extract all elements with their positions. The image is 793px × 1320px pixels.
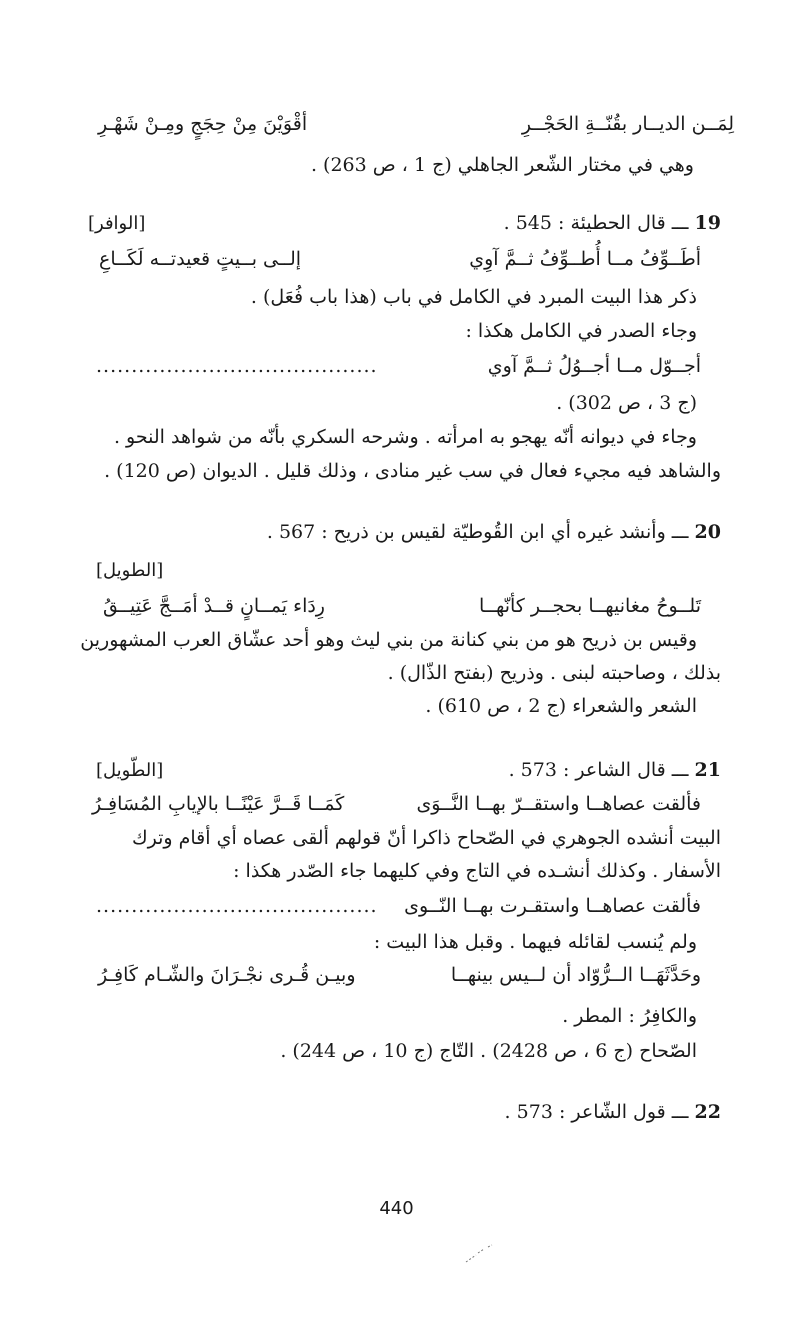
- verse-line: [99, 246, 701, 272]
- verse-hemistich-second: وبيـن قُـرى نجْـرَانَ والشّـام كَافِـرُ: [98, 964, 356, 986]
- entry-heading-text: ـــ وأنشد غيره أي ابن القُوطيّة لقيس بن ذريح : 567 .: [266, 521, 689, 543]
- verse-hemistich-first: وحَدَّثَهَــا الــرُّوّاد أن لــيس بينهــا: [450, 964, 701, 986]
- verse-hemistich-first: أجــوّل مــا أجــوُلُ ثــمَّ آوي: [487, 355, 701, 377]
- commentary-line: الأسفار . وكذلك أنشـده في التاج وفي كليهما جاء الصّدر هكذا :: [233, 860, 721, 882]
- entry-number: 22: [694, 1101, 721, 1123]
- commentary-line: (ج 3 ، ص 302) .: [556, 392, 697, 414]
- commentary-line: ذكر هذا البيت المبرد في الكامل في باب (هذا باب فُعَل) .: [250, 286, 697, 308]
- ellipsis-dots: ........................................: [96, 895, 378, 917]
- verse-hemistich-second: رِدَاء يَمــانٍ قــدْ أمَــجَّ عَتِيــقُ: [103, 595, 325, 617]
- entry-heading-text: ـــ قال الحطيئة : 545 .: [503, 212, 689, 234]
- commentary-line: البيت أنشده الجوهري في الصّحاح ذاكرا أنّ قولهم ألقى عصاه أي أقام وترك: [131, 827, 721, 849]
- entry-number: 21: [694, 759, 721, 781]
- commentary-line: والكافِرُ : المطر .: [562, 1005, 697, 1027]
- page-number: 440: [379, 1198, 414, 1219]
- verse-line: [98, 111, 734, 137]
- verse-variant-line: [96, 353, 701, 379]
- verse-line: [98, 962, 701, 988]
- commentary-line: وجاء الصدر في الكامل هكذا :: [465, 320, 697, 342]
- source-note: وهي في مختار الشّعر الجاهلي (ج 1 ، ص 263) .: [310, 154, 694, 176]
- entry-20-heading: [267, 519, 721, 545]
- entry-19-heading: [504, 210, 721, 236]
- commentary-line: الصّحاح (ج 6 ، ص 2428) . التّاج (ج 10 ، ص 244) .: [280, 1040, 697, 1062]
- entry-heading-text: ـــ قال الشاعر : 573 .: [508, 759, 689, 781]
- verse-variant-line: [96, 893, 701, 919]
- entry-number: 20: [694, 521, 721, 543]
- meter-label: [الوافر]: [88, 213, 146, 234]
- entry-number: 19: [694, 212, 721, 234]
- verse-hemistich-first: فألقت عصاهــا واستقــرّ بهــا النَّــوَى: [416, 793, 701, 815]
- verse-hemistich-first: فألقت عصاهــا واستقـرت بهــا النّــوى: [404, 895, 701, 917]
- scan-mark: [462, 1244, 502, 1266]
- commentary-line: وجاء في ديوانه أنّه يهجو به امرأته . وشرحه السكري بأنّه من شواهد النحو .: [113, 426, 697, 448]
- commentary-line: الشعر والشعراء (ج 2 ، ص 610) .: [425, 695, 697, 717]
- entry-21-heading: [509, 757, 721, 783]
- commentary-line: والشاهد فيه مجيء فعال في سب غير منادى ، وذلك قليل . الديوان (ص 120) .: [104, 460, 721, 482]
- entry-heading-text: ـــ قول الشّاعر : 573 .: [504, 1101, 689, 1123]
- commentary-line: ولم يُنسب لقائله فيهما . وقبل هذا البيت :: [373, 931, 697, 953]
- verse-hemistich-first: لِمَــن الديــار بقُنّــةِ الحَجْــرِ: [521, 113, 734, 135]
- verse-line: [103, 593, 701, 619]
- verse-line: [92, 791, 701, 817]
- commentary-line: بذلك ، وصاحبته لبنى . وذريح (بفتح الذّال) .: [387, 662, 721, 684]
- verse-hemistich-second: أقْوَيْنَ مِنْ حِجَجٍ ومِـنْ شَهْـرِ: [98, 113, 308, 135]
- commentary-line: وقيس بن ذريح هو من بني كنانة من بني ليث وهو أحد عشّاق العرب المشهورين: [80, 629, 697, 651]
- verse-hemistich-second: كَمَــا قَــرَّ عَيْنًــا بالإيابِ المُسَافِـرُ: [92, 793, 345, 815]
- ellipsis-dots: ........................................: [96, 355, 378, 377]
- entry-22-heading: [505, 1099, 721, 1125]
- meter-label: [الطّويل]: [96, 760, 164, 781]
- verse-hemistich-first: تَلــوحُ مغانيهــا بحجــر كأنّهــا: [479, 595, 701, 617]
- verse-hemistich-first: أطَــوِّفُ مــا أُطــوِّفُ ثــمَّ آوِي: [469, 248, 701, 270]
- verse-hemistich-second: إلــى بــيتٍ قعيدتــه لَكَــاعِ: [99, 248, 302, 270]
- meter-label: [الطويل]: [96, 560, 164, 581]
